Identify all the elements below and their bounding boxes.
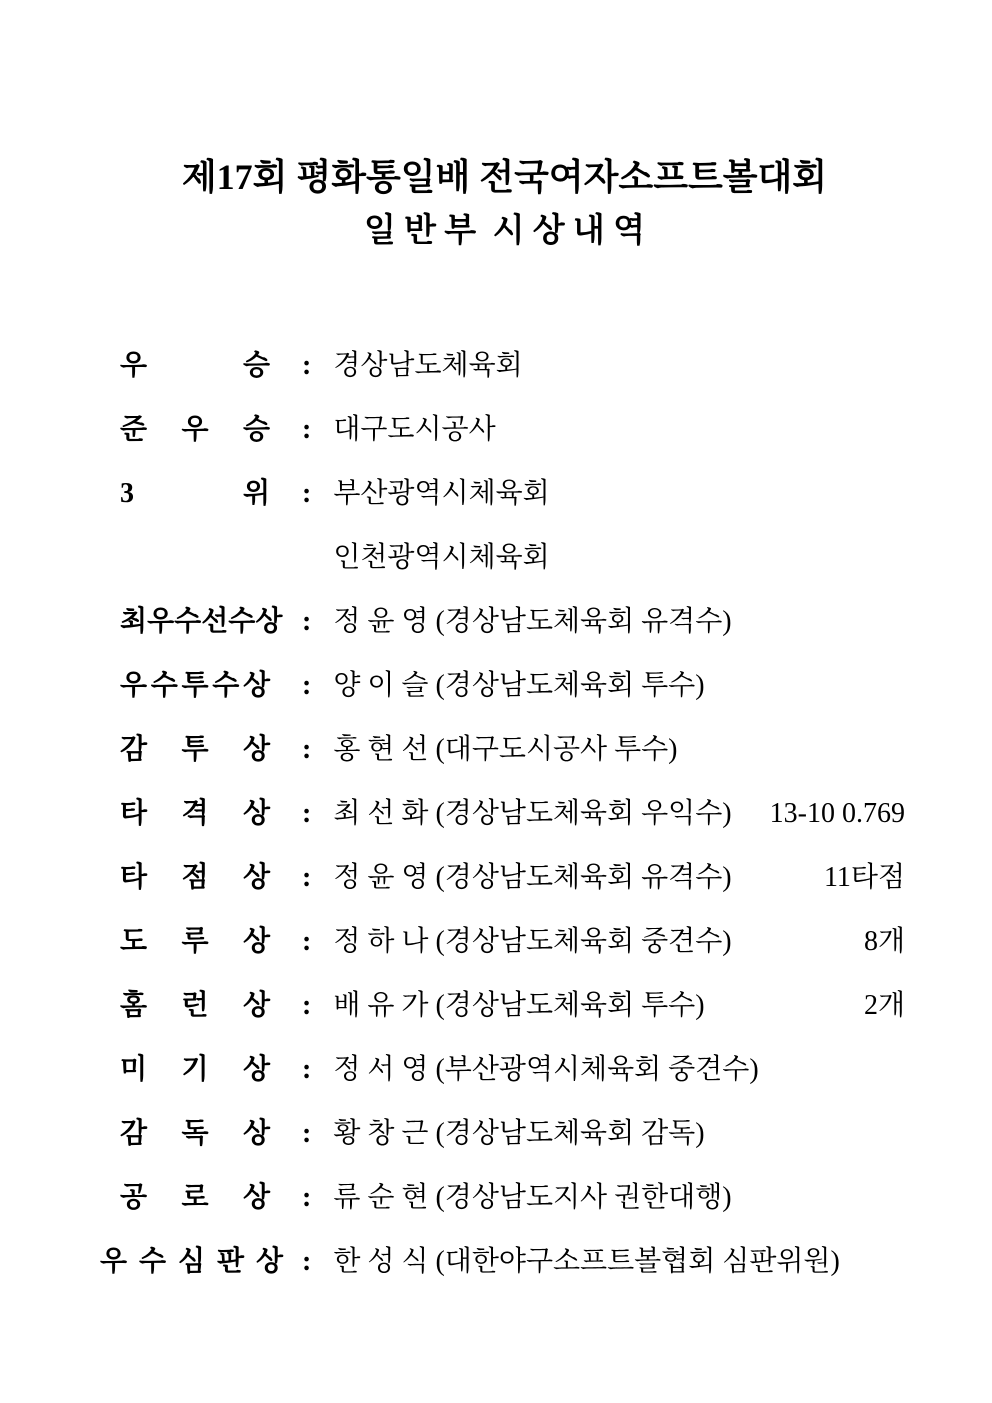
award-recipient: 정 윤 영 (경상남도체육회 유격수) xyxy=(333,606,732,637)
award-recipient: 배 유 가 (경상남도체육회 투수) xyxy=(333,990,705,1021)
award-name: 우 수 심 판 상 xyxy=(100,1246,283,1277)
colon-separator: : xyxy=(302,798,312,829)
colon-separator: : xyxy=(302,414,312,445)
award-row-runner-up xyxy=(120,412,905,448)
award-stat: 13-10 0.769 xyxy=(769,798,905,829)
award-name: 공 로 상 xyxy=(120,1182,270,1213)
award-name: 감 투 상 xyxy=(120,734,270,765)
award-row-merit xyxy=(120,1180,905,1216)
document-subtitle: 일 반 부 시 상 내 역 xyxy=(364,213,645,249)
award-row-third-place-continued xyxy=(120,540,905,576)
award-name: 타 점 상 xyxy=(120,862,270,893)
award-name: 준 우 승 xyxy=(120,414,270,445)
award-stat: 8개 xyxy=(863,926,905,957)
award-recipient: 경상남도체육회 xyxy=(333,350,523,381)
award-recipient: 홍 현 선 (대구도시공사 투수) xyxy=(333,734,678,765)
award-row-stolen-base xyxy=(120,924,905,960)
award-recipient: 대구도시공사 xyxy=(333,414,496,445)
document-title: 제17회 평화통일배 전국여자소프트볼대회 xyxy=(181,157,828,197)
award-row-champion xyxy=(120,348,905,384)
award-row-best-pitcher xyxy=(120,668,905,704)
colon-separator: : xyxy=(302,1054,312,1085)
award-row-mvp xyxy=(120,604,905,640)
colon-separator: : xyxy=(302,670,312,701)
colon-separator: : xyxy=(302,1182,312,1213)
award-name: 타 격 상 xyxy=(120,798,270,829)
award-recipient: 정 윤 영 (경상남도체육회 유격수) xyxy=(333,862,732,893)
award-name: 우 수 투 수 상 xyxy=(120,670,270,701)
colon-separator: : xyxy=(302,862,312,893)
award-name: 도 루 상 xyxy=(120,926,270,957)
colon-separator: : xyxy=(302,606,312,637)
award-row-third-place xyxy=(120,476,905,512)
colon-separator: : xyxy=(302,926,312,957)
colon-separator: : xyxy=(302,734,312,765)
award-name: 3 위 xyxy=(120,478,270,509)
award-recipient: 한 성 식 (대한야구소프트볼협회 심판위원) xyxy=(333,1246,840,1277)
award-recipient: 정 서 영 (부산광역시체육회 중견수) xyxy=(333,1054,759,1085)
award-row-fine-play xyxy=(120,1052,905,1088)
award-name: 최 우 수 선 수 상 xyxy=(120,606,283,637)
award-recipient: 양 이 슬 (경상남도체육회 투수) xyxy=(333,670,705,701)
colon-separator: : xyxy=(302,1246,312,1277)
award-row-rbi xyxy=(120,860,905,896)
award-recipient: 부산광역시체육회 xyxy=(333,478,550,509)
award-name: 우 승 xyxy=(120,350,270,381)
colon-separator: : xyxy=(302,1118,312,1149)
award-name: 홈 런 상 xyxy=(120,990,270,1021)
award-list xyxy=(100,348,905,1280)
award-recipient: 정 하 나 (경상남도체육회 중견수) xyxy=(333,926,732,957)
award-row-fighting-spirit xyxy=(120,732,905,768)
award-recipient: 황 창 근 (경상남도체육회 감독) xyxy=(333,1118,705,1149)
award-row-home-run xyxy=(120,988,905,1024)
award-row-manager xyxy=(120,1116,905,1152)
award-recipient: 최 선 화 (경상남도체육회 우익수) xyxy=(333,798,732,829)
award-stat: 2개 xyxy=(863,990,905,1021)
colon-separator: : xyxy=(302,990,312,1021)
award-row-best-umpire xyxy=(100,1244,905,1280)
award-name: 미 기 상 xyxy=(120,1054,270,1085)
award-row-batting xyxy=(120,796,905,832)
colon-separator: : xyxy=(302,478,312,509)
award-name: 감 독 상 xyxy=(120,1118,270,1149)
award-stat: 11타점 xyxy=(823,862,905,893)
colon-separator: : xyxy=(302,350,312,381)
award-recipient: 류 순 현 (경상남도지사 권한대행) xyxy=(333,1182,732,1213)
award-recipient: 인천광역시체육회 xyxy=(333,542,550,573)
